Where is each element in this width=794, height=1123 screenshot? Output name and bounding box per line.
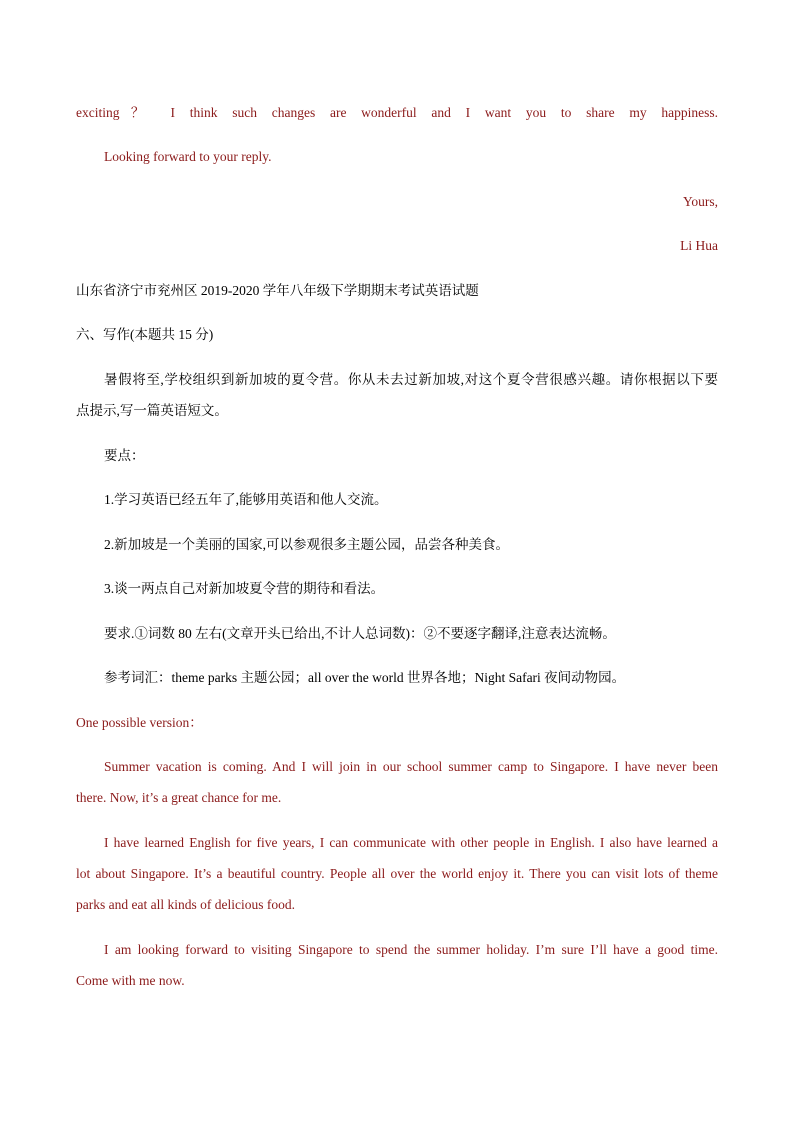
answer-p2-line-2: lot about Singapore. It’s a beautiful country. People all over the world enjoy it. There you can visit lots of theme	[76, 866, 718, 881]
prompt-line-2: 点提示,写一篇英语短文。	[76, 403, 228, 418]
point-1: 1.学习英语已经五年了,能够用英语和他人交流。	[104, 492, 388, 507]
answer-p2-line-1: I have learned English for five years, I can communicate with other people in English. I also have learned a	[104, 835, 718, 850]
answer-p2-line-3: parks and eat all kinds of delicious food.	[76, 897, 295, 912]
exam-source: 山东省济宁市兖州区 2019-2020 学年八年级下学期期末考试英语试题	[76, 283, 479, 298]
answer-p1-line-1: Summer vacation is coming. And I will join in our school summer camp to Singapore. I have never been	[104, 759, 718, 774]
answer-p3-line-1: I am looking forward to visiting Singapore to spend the summer holiday. I’m sure I’ll have a good time.	[104, 942, 718, 957]
letter-line-1: exciting？ I think such changes are wonderful and I want you to share my happiness.	[76, 105, 718, 120]
point-3: 3.谈一两点自己对新加坡夏令营的期待和看法。	[104, 581, 385, 596]
prompt-line-1: 暑假将至,学校组织到新加坡的夏令营。你从未去过新加坡,对这个夏令营很感兴趣。请你根据以下要	[104, 372, 718, 387]
letter-closing: Yours,	[682, 194, 718, 209]
answer-label: One possible version：	[76, 715, 203, 730]
letter-signature: Li Hua	[680, 238, 718, 253]
requirements: 要求.①词数 80 左右(文章开头已给出,不计人总词数)：②不要逐字翻译,注意表达流畅。	[104, 626, 616, 641]
points-label: 要点：	[104, 448, 145, 463]
vocabulary: 参考词汇：theme parks 主题公园；all over the world 世界各地；Night Safari 夜间动物园。	[104, 670, 626, 685]
section-title: 六、写作(本题共 15 分)	[76, 327, 214, 342]
point-2: 2.新加坡是一个美丽的国家,可以参观很多主题公园，品尝各种美食。	[104, 537, 509, 552]
letter-line-2: Looking forward to your reply.	[104, 149, 272, 164]
answer-p1-line-2: there. Now, it’s a great chance for me.	[76, 790, 282, 805]
answer-p3-line-2: Come with me now.	[76, 973, 185, 988]
